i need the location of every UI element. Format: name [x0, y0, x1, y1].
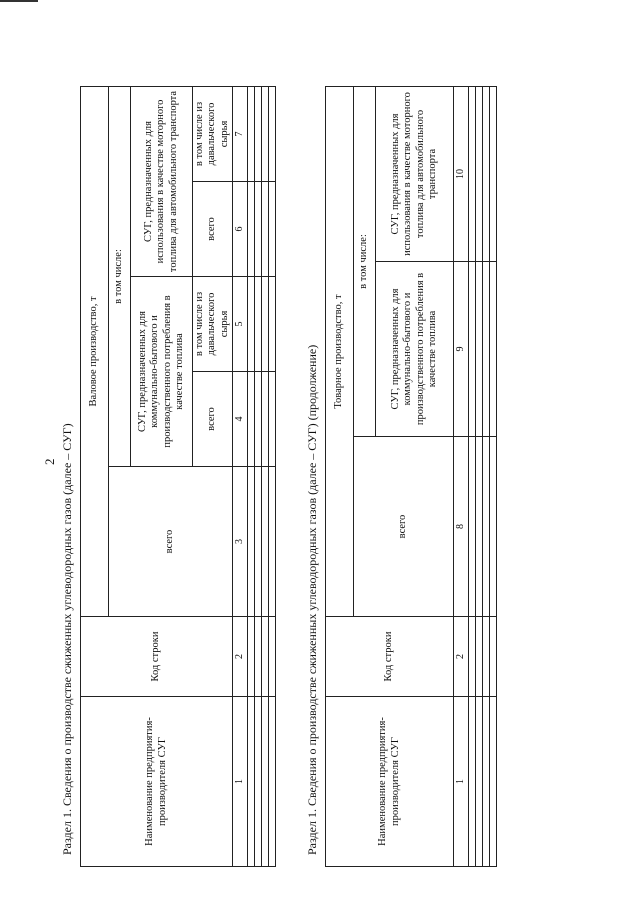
- empty-cell[interactable]: [268, 277, 275, 372]
- column-number: 4: [233, 372, 248, 467]
- empty-cell[interactable]: [261, 182, 268, 277]
- empty-cell[interactable]: [247, 372, 254, 467]
- empty-cell[interactable]: [247, 697, 254, 867]
- empty-cell[interactable]: [468, 617, 475, 697]
- header-enterprise-name: Наименование предприятия-производителя СУГ: [326, 697, 454, 867]
- empty-cell[interactable]: [261, 467, 268, 617]
- empty-cell[interactable]: [247, 277, 254, 372]
- empty-cell[interactable]: [482, 617, 489, 697]
- column-number: 10: [454, 86, 469, 261]
- empty-cell[interactable]: [468, 697, 475, 867]
- empty-cell[interactable]: [254, 86, 261, 181]
- commercial-production-table: [325, 86, 497, 867]
- section1-caption: Раздел 1. Сведения о производстве сжиженных углеводородных газов (далее – СУГ): [60, 423, 74, 855]
- empty-cell[interactable]: [482, 262, 489, 437]
- header-row-code: Код строки: [81, 617, 233, 697]
- empty-cell[interactable]: [254, 372, 261, 467]
- header-motor-tolling: в том числе из давальческого сырья: [193, 86, 233, 181]
- header-household-fuel: СУГ, предназначенных для коммунально-бытового и производственного потребления в качестве топлива: [376, 262, 454, 437]
- empty-cell[interactable]: [254, 697, 261, 867]
- empty-cell[interactable]: [489, 437, 496, 617]
- empty-cell[interactable]: [247, 467, 254, 617]
- table-row: [482, 86, 489, 866]
- empty-cell[interactable]: [261, 697, 268, 867]
- empty-cell[interactable]: [482, 697, 489, 867]
- empty-cell[interactable]: [254, 467, 261, 617]
- empty-cell[interactable]: [268, 617, 275, 697]
- section2-caption: Раздел 1. Сведения о производстве сжиженных углеводородных газов (далее – СУГ) (продолжение): [305, 344, 319, 855]
- empty-cell[interactable]: [475, 86, 482, 261]
- empty-cell[interactable]: [482, 437, 489, 617]
- empty-cell[interactable]: [268, 467, 275, 617]
- empty-cell[interactable]: [268, 182, 275, 277]
- empty-cell[interactable]: [468, 437, 475, 617]
- header-household-total: всего: [193, 372, 233, 467]
- empty-cell[interactable]: [247, 182, 254, 277]
- header-household-tolling: в том числе из давальческого сырья: [193, 277, 233, 372]
- empty-cell[interactable]: [261, 86, 268, 181]
- table-row: [489, 86, 496, 866]
- header-enterprise-name: Наименование предприятия-производителя СУГ: [81, 697, 233, 867]
- table-row: [468, 86, 475, 866]
- header-motor-fuel: СУГ, предназначенных для использования в качестве моторного топлива для автомобильного транспорта: [376, 86, 454, 261]
- header-gross-production: Валовое производство, т: [81, 86, 109, 616]
- empty-cell[interactable]: [261, 617, 268, 697]
- empty-cell[interactable]: [489, 86, 496, 261]
- header-motor-fuel: СУГ, предназначенных для использования в качестве моторного топлива для автомобильного транспорта: [131, 86, 193, 276]
- header-including: в том числе:: [354, 86, 376, 436]
- header-commercial-production: Товарное производство, т: [326, 86, 354, 616]
- column-number: 3: [233, 467, 248, 617]
- empty-cell[interactable]: [261, 372, 268, 467]
- column-number: 8: [454, 437, 469, 617]
- column-number: 9: [454, 262, 469, 437]
- empty-cell[interactable]: [247, 86, 254, 181]
- column-number: 5: [233, 277, 248, 372]
- empty-cell[interactable]: [268, 372, 275, 467]
- empty-cell[interactable]: [475, 697, 482, 867]
- column-number: 2: [454, 617, 469, 697]
- empty-cell[interactable]: [468, 262, 475, 437]
- gross-production-table: [80, 86, 276, 867]
- empty-cell[interactable]: [254, 617, 261, 697]
- header-including: в том числе:: [109, 86, 131, 466]
- table-row: [247, 86, 254, 866]
- empty-cell[interactable]: [489, 262, 496, 437]
- empty-cell[interactable]: [254, 182, 261, 277]
- column-number: 2: [233, 617, 248, 697]
- empty-cell[interactable]: [268, 697, 275, 867]
- column-number: 1: [454, 697, 469, 867]
- empty-cell[interactable]: [475, 262, 482, 437]
- header-total: всего: [354, 437, 454, 617]
- empty-cell[interactable]: [261, 277, 268, 372]
- column-number: 6: [233, 182, 248, 277]
- header-motor-total: всего: [193, 182, 233, 277]
- empty-cell[interactable]: [475, 617, 482, 697]
- empty-cell[interactable]: [268, 86, 275, 181]
- empty-cell[interactable]: [482, 86, 489, 261]
- table-row: [475, 86, 482, 866]
- empty-cell[interactable]: [247, 617, 254, 697]
- empty-cell[interactable]: [468, 86, 475, 261]
- empty-cell[interactable]: [489, 617, 496, 697]
- empty-cell[interactable]: [489, 697, 496, 867]
- table-row: [261, 86, 268, 866]
- table-row: [268, 86, 275, 866]
- column-number: 7: [233, 86, 248, 181]
- header-household-fuel: СУГ, предназначенных для коммунально-бытового и производственного потребления в качестве топлива: [131, 277, 193, 467]
- empty-cell[interactable]: [254, 277, 261, 372]
- column-number: 1: [233, 697, 248, 867]
- header-row-code: Код строки: [326, 617, 454, 697]
- table-row: [254, 86, 261, 866]
- empty-cell[interactable]: [475, 437, 482, 617]
- header-total: всего: [109, 467, 233, 617]
- page-number: 2: [42, 458, 57, 465]
